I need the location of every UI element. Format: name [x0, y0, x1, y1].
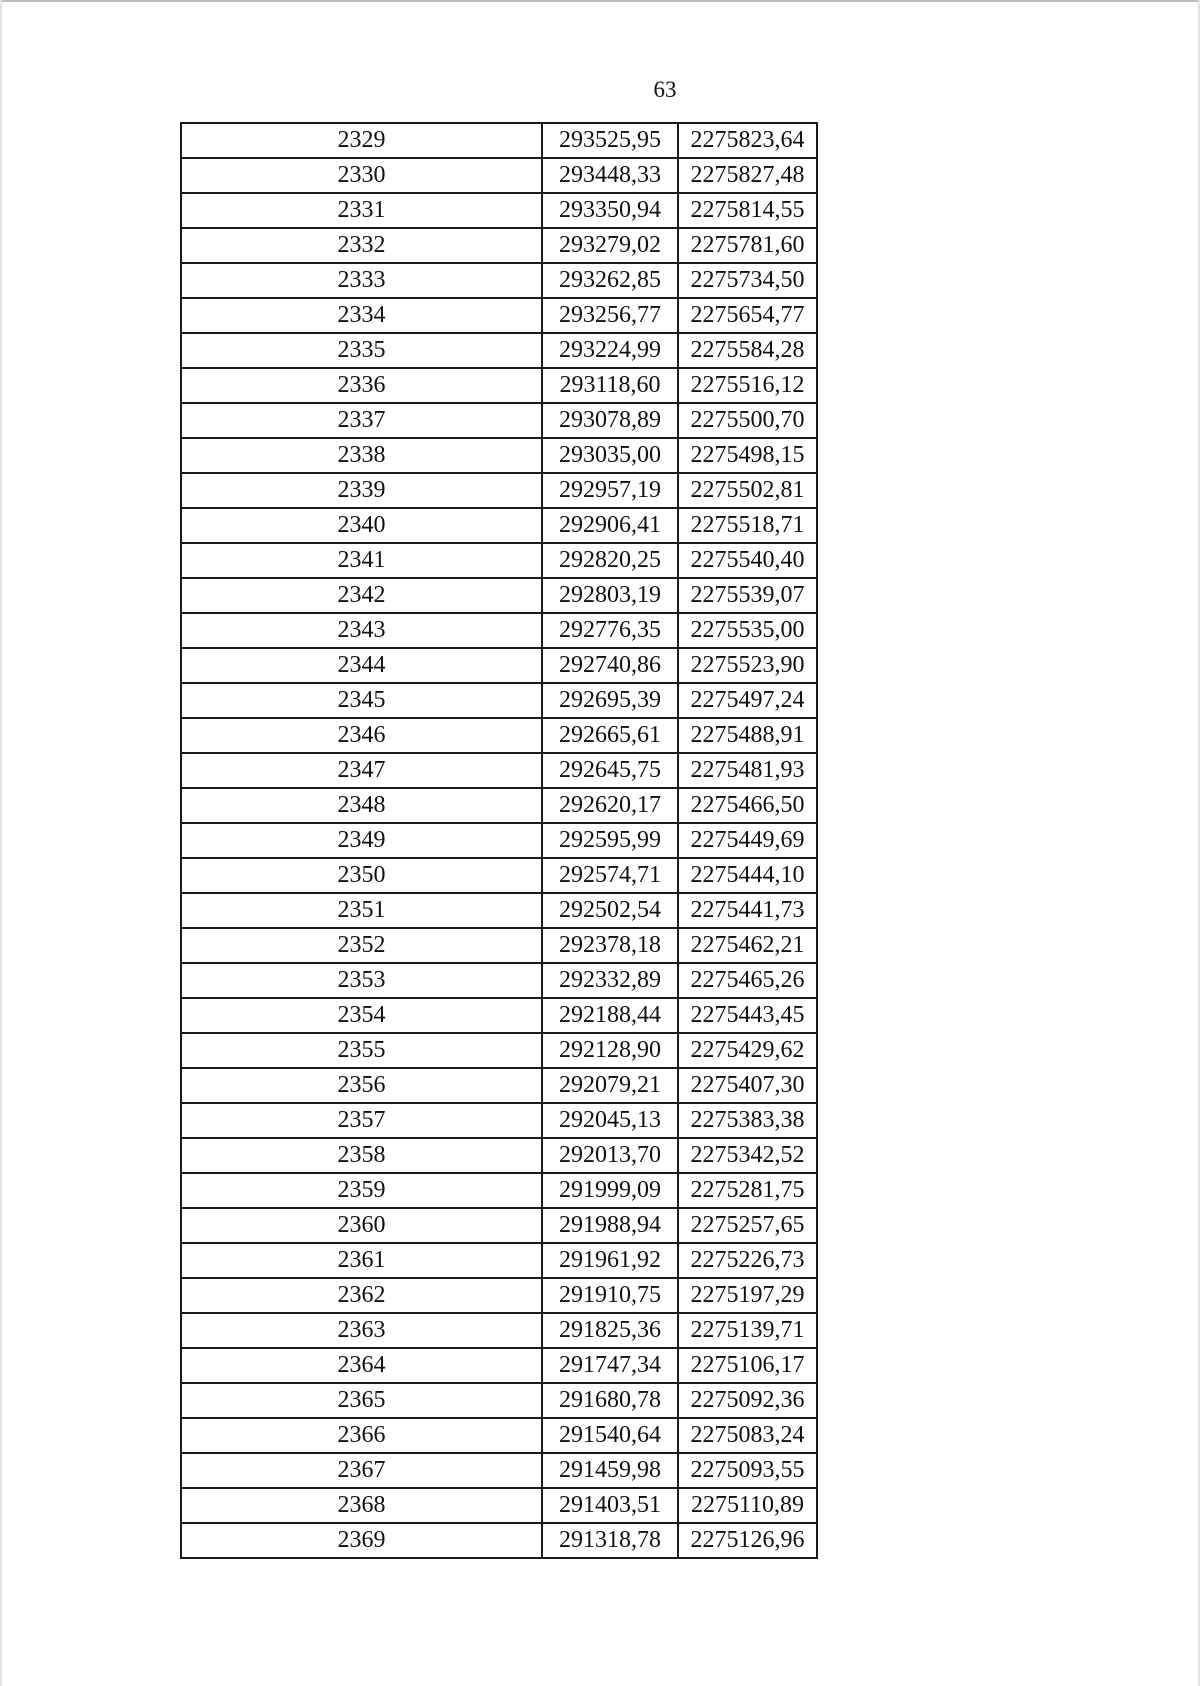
table-row	[181, 1313, 817, 1348]
table-row	[181, 1523, 817, 1558]
x-coordinate-cell: 293262,85	[542, 263, 678, 298]
x-coordinate-cell: 292776,35	[542, 613, 678, 648]
point-number-cell: 2354	[181, 998, 542, 1033]
y-coordinate-cell: 2275226,73	[678, 1243, 817, 1278]
table-row	[181, 473, 817, 508]
x-coordinate-cell: 292332,89	[542, 963, 678, 998]
point-number-cell: 2368	[181, 1488, 542, 1523]
y-coordinate-cell: 2275110,89	[678, 1488, 817, 1523]
x-coordinate-cell: 292645,75	[542, 753, 678, 788]
y-coordinate-cell: 2275444,10	[678, 858, 817, 893]
point-number-cell: 2340	[181, 508, 542, 543]
point-number-cell: 2355	[181, 1033, 542, 1068]
table-row	[181, 333, 817, 368]
table-row	[181, 613, 817, 648]
table-row	[181, 403, 817, 438]
x-coordinate-cell: 292595,99	[542, 823, 678, 858]
table-row	[181, 123, 817, 158]
y-coordinate-cell: 2275197,29	[678, 1278, 817, 1313]
x-coordinate-cell: 293118,60	[542, 368, 678, 403]
point-number-cell: 2366	[181, 1418, 542, 1453]
y-coordinate-cell: 2275814,55	[678, 193, 817, 228]
point-number-cell: 2361	[181, 1243, 542, 1278]
table-row	[181, 508, 817, 543]
point-number-cell: 2337	[181, 403, 542, 438]
table-row	[181, 893, 817, 928]
table-row	[181, 578, 817, 613]
y-coordinate-cell: 2275466,50	[678, 788, 817, 823]
y-coordinate-cell: 2275383,38	[678, 1103, 817, 1138]
y-coordinate-cell: 2275497,24	[678, 683, 817, 718]
point-number-cell: 2367	[181, 1453, 542, 1488]
point-number-cell: 2357	[181, 1103, 542, 1138]
y-coordinate-cell: 2275502,81	[678, 473, 817, 508]
x-coordinate-cell: 292803,19	[542, 578, 678, 613]
x-coordinate-cell: 291680,78	[542, 1383, 678, 1418]
table-row	[181, 438, 817, 473]
point-number-cell: 2356	[181, 1068, 542, 1103]
x-coordinate-cell: 293525,95	[542, 123, 678, 158]
point-number-cell: 2347	[181, 753, 542, 788]
table-row	[181, 368, 817, 403]
table-row	[181, 193, 817, 228]
point-number-cell: 2343	[181, 613, 542, 648]
table-row	[181, 718, 817, 753]
x-coordinate-cell: 292188,44	[542, 998, 678, 1033]
y-coordinate-cell: 2275498,15	[678, 438, 817, 473]
x-coordinate-cell: 292013,70	[542, 1138, 678, 1173]
x-coordinate-cell: 291825,36	[542, 1313, 678, 1348]
table-row	[181, 158, 817, 193]
x-coordinate-cell: 292045,13	[542, 1103, 678, 1138]
table-row	[181, 963, 817, 998]
table-row	[181, 298, 817, 333]
point-number-cell: 2359	[181, 1173, 542, 1208]
x-coordinate-cell: 293035,00	[542, 438, 678, 473]
table-row	[181, 753, 817, 788]
x-coordinate-cell: 291318,78	[542, 1523, 678, 1558]
y-coordinate-cell: 2275516,12	[678, 368, 817, 403]
page-number: 63	[653, 77, 677, 102]
point-number-cell: 2348	[181, 788, 542, 823]
x-coordinate-cell: 292378,18	[542, 928, 678, 963]
x-coordinate-cell: 292906,41	[542, 508, 678, 543]
y-coordinate-cell: 2275106,17	[678, 1348, 817, 1383]
table-row	[181, 823, 817, 858]
y-coordinate-cell: 2275257,65	[678, 1208, 817, 1243]
y-coordinate-cell: 2275465,26	[678, 963, 817, 998]
y-coordinate-cell: 2275734,50	[678, 263, 817, 298]
x-coordinate-cell: 292574,71	[542, 858, 678, 893]
point-number-cell: 2329	[181, 123, 542, 158]
table-row	[181, 1208, 817, 1243]
x-coordinate-cell: 292128,90	[542, 1033, 678, 1068]
y-coordinate-cell: 2275407,30	[678, 1068, 817, 1103]
scan-top-edge	[0, 0, 1200, 2]
x-coordinate-cell: 292695,39	[542, 683, 678, 718]
y-coordinate-cell: 2275584,28	[678, 333, 817, 368]
x-coordinate-cell: 292957,19	[542, 473, 678, 508]
y-coordinate-cell: 2275827,48	[678, 158, 817, 193]
point-number-cell: 2351	[181, 893, 542, 928]
y-coordinate-cell: 2275500,70	[678, 403, 817, 438]
point-number-cell: 2349	[181, 823, 542, 858]
table-row	[181, 683, 817, 718]
x-coordinate-cell: 293224,99	[542, 333, 678, 368]
x-coordinate-cell: 291910,75	[542, 1278, 678, 1313]
x-coordinate-cell: 291459,98	[542, 1453, 678, 1488]
y-coordinate-cell: 2275443,45	[678, 998, 817, 1033]
point-number-cell: 2352	[181, 928, 542, 963]
table-row	[181, 858, 817, 893]
table-row	[181, 1243, 817, 1278]
point-number-cell: 2362	[181, 1278, 542, 1313]
x-coordinate-cell: 293078,89	[542, 403, 678, 438]
scan-left-edge	[0, 0, 2, 1686]
point-number-cell: 2336	[181, 368, 542, 403]
y-coordinate-cell: 2275342,52	[678, 1138, 817, 1173]
x-coordinate-cell: 293350,94	[542, 193, 678, 228]
x-coordinate-cell: 291961,92	[542, 1243, 678, 1278]
table-row	[181, 1103, 817, 1138]
point-number-cell: 2363	[181, 1313, 542, 1348]
x-coordinate-cell: 292620,17	[542, 788, 678, 823]
point-number-cell: 2342	[181, 578, 542, 613]
table-row	[181, 543, 817, 578]
table-row	[181, 1383, 817, 1418]
y-coordinate-cell: 2275093,55	[678, 1453, 817, 1488]
x-coordinate-cell: 291403,51	[542, 1488, 678, 1523]
y-coordinate-cell: 2275539,07	[678, 578, 817, 613]
point-number-cell: 2360	[181, 1208, 542, 1243]
y-coordinate-cell: 2275462,21	[678, 928, 817, 963]
x-coordinate-cell: 292820,25	[542, 543, 678, 578]
point-number-cell: 2353	[181, 963, 542, 998]
coordinates-table-body	[181, 123, 817, 1558]
coordinates-table	[180, 122, 818, 1559]
point-number-cell: 2364	[181, 1348, 542, 1383]
x-coordinate-cell: 292740,86	[542, 648, 678, 683]
y-coordinate-cell: 2275488,91	[678, 718, 817, 753]
point-number-cell: 2330	[181, 158, 542, 193]
table-row	[181, 998, 817, 1033]
point-number-cell: 2334	[181, 298, 542, 333]
y-coordinate-cell: 2275654,77	[678, 298, 817, 333]
table-row	[181, 1418, 817, 1453]
point-number-cell: 2335	[181, 333, 542, 368]
x-coordinate-cell: 293279,02	[542, 228, 678, 263]
point-number-cell: 2358	[181, 1138, 542, 1173]
table-row	[181, 1278, 817, 1313]
point-number-cell: 2345	[181, 683, 542, 718]
y-coordinate-cell: 2275518,71	[678, 508, 817, 543]
x-coordinate-cell: 292665,61	[542, 718, 678, 753]
table-row	[181, 228, 817, 263]
table-row	[181, 1173, 817, 1208]
x-coordinate-cell: 293448,33	[542, 158, 678, 193]
x-coordinate-cell: 291988,94	[542, 1208, 678, 1243]
y-coordinate-cell: 2275083,24	[678, 1418, 817, 1453]
table-row	[181, 788, 817, 823]
y-coordinate-cell: 2275781,60	[678, 228, 817, 263]
point-number-cell: 2350	[181, 858, 542, 893]
x-coordinate-cell: 292079,21	[542, 1068, 678, 1103]
x-coordinate-cell: 292502,54	[542, 893, 678, 928]
point-number-cell: 2333	[181, 263, 542, 298]
x-coordinate-cell: 293256,77	[542, 298, 678, 333]
point-number-cell: 2369	[181, 1523, 542, 1558]
table-row	[181, 1033, 817, 1068]
point-number-cell: 2338	[181, 438, 542, 473]
y-coordinate-cell: 2275481,93	[678, 753, 817, 788]
y-coordinate-cell: 2275092,36	[678, 1383, 817, 1418]
point-number-cell: 2365	[181, 1383, 542, 1418]
x-coordinate-cell: 291999,09	[542, 1173, 678, 1208]
table-row	[181, 263, 817, 298]
x-coordinate-cell: 291540,64	[542, 1418, 678, 1453]
point-number-cell: 2341	[181, 543, 542, 578]
point-number-cell: 2339	[181, 473, 542, 508]
y-coordinate-cell: 2275126,96	[678, 1523, 817, 1558]
y-coordinate-cell: 2275823,64	[678, 123, 817, 158]
y-coordinate-cell: 2275523,90	[678, 648, 817, 683]
table-row	[181, 1348, 817, 1383]
table-row	[181, 648, 817, 683]
y-coordinate-cell: 2275281,75	[678, 1173, 817, 1208]
y-coordinate-cell: 2275449,69	[678, 823, 817, 858]
y-coordinate-cell: 2275139,71	[678, 1313, 817, 1348]
table-row	[181, 1138, 817, 1173]
table-row	[181, 1453, 817, 1488]
table-row	[181, 1068, 817, 1103]
table-row	[181, 928, 817, 963]
table-row	[181, 1488, 817, 1523]
x-coordinate-cell: 291747,34	[542, 1348, 678, 1383]
y-coordinate-cell: 2275429,62	[678, 1033, 817, 1068]
point-number-cell: 2344	[181, 648, 542, 683]
point-number-cell: 2331	[181, 193, 542, 228]
point-number-cell: 2346	[181, 718, 542, 753]
y-coordinate-cell: 2275540,40	[678, 543, 817, 578]
y-coordinate-cell: 2275535,00	[678, 613, 817, 648]
y-coordinate-cell: 2275441,73	[678, 893, 817, 928]
point-number-cell: 2332	[181, 228, 542, 263]
